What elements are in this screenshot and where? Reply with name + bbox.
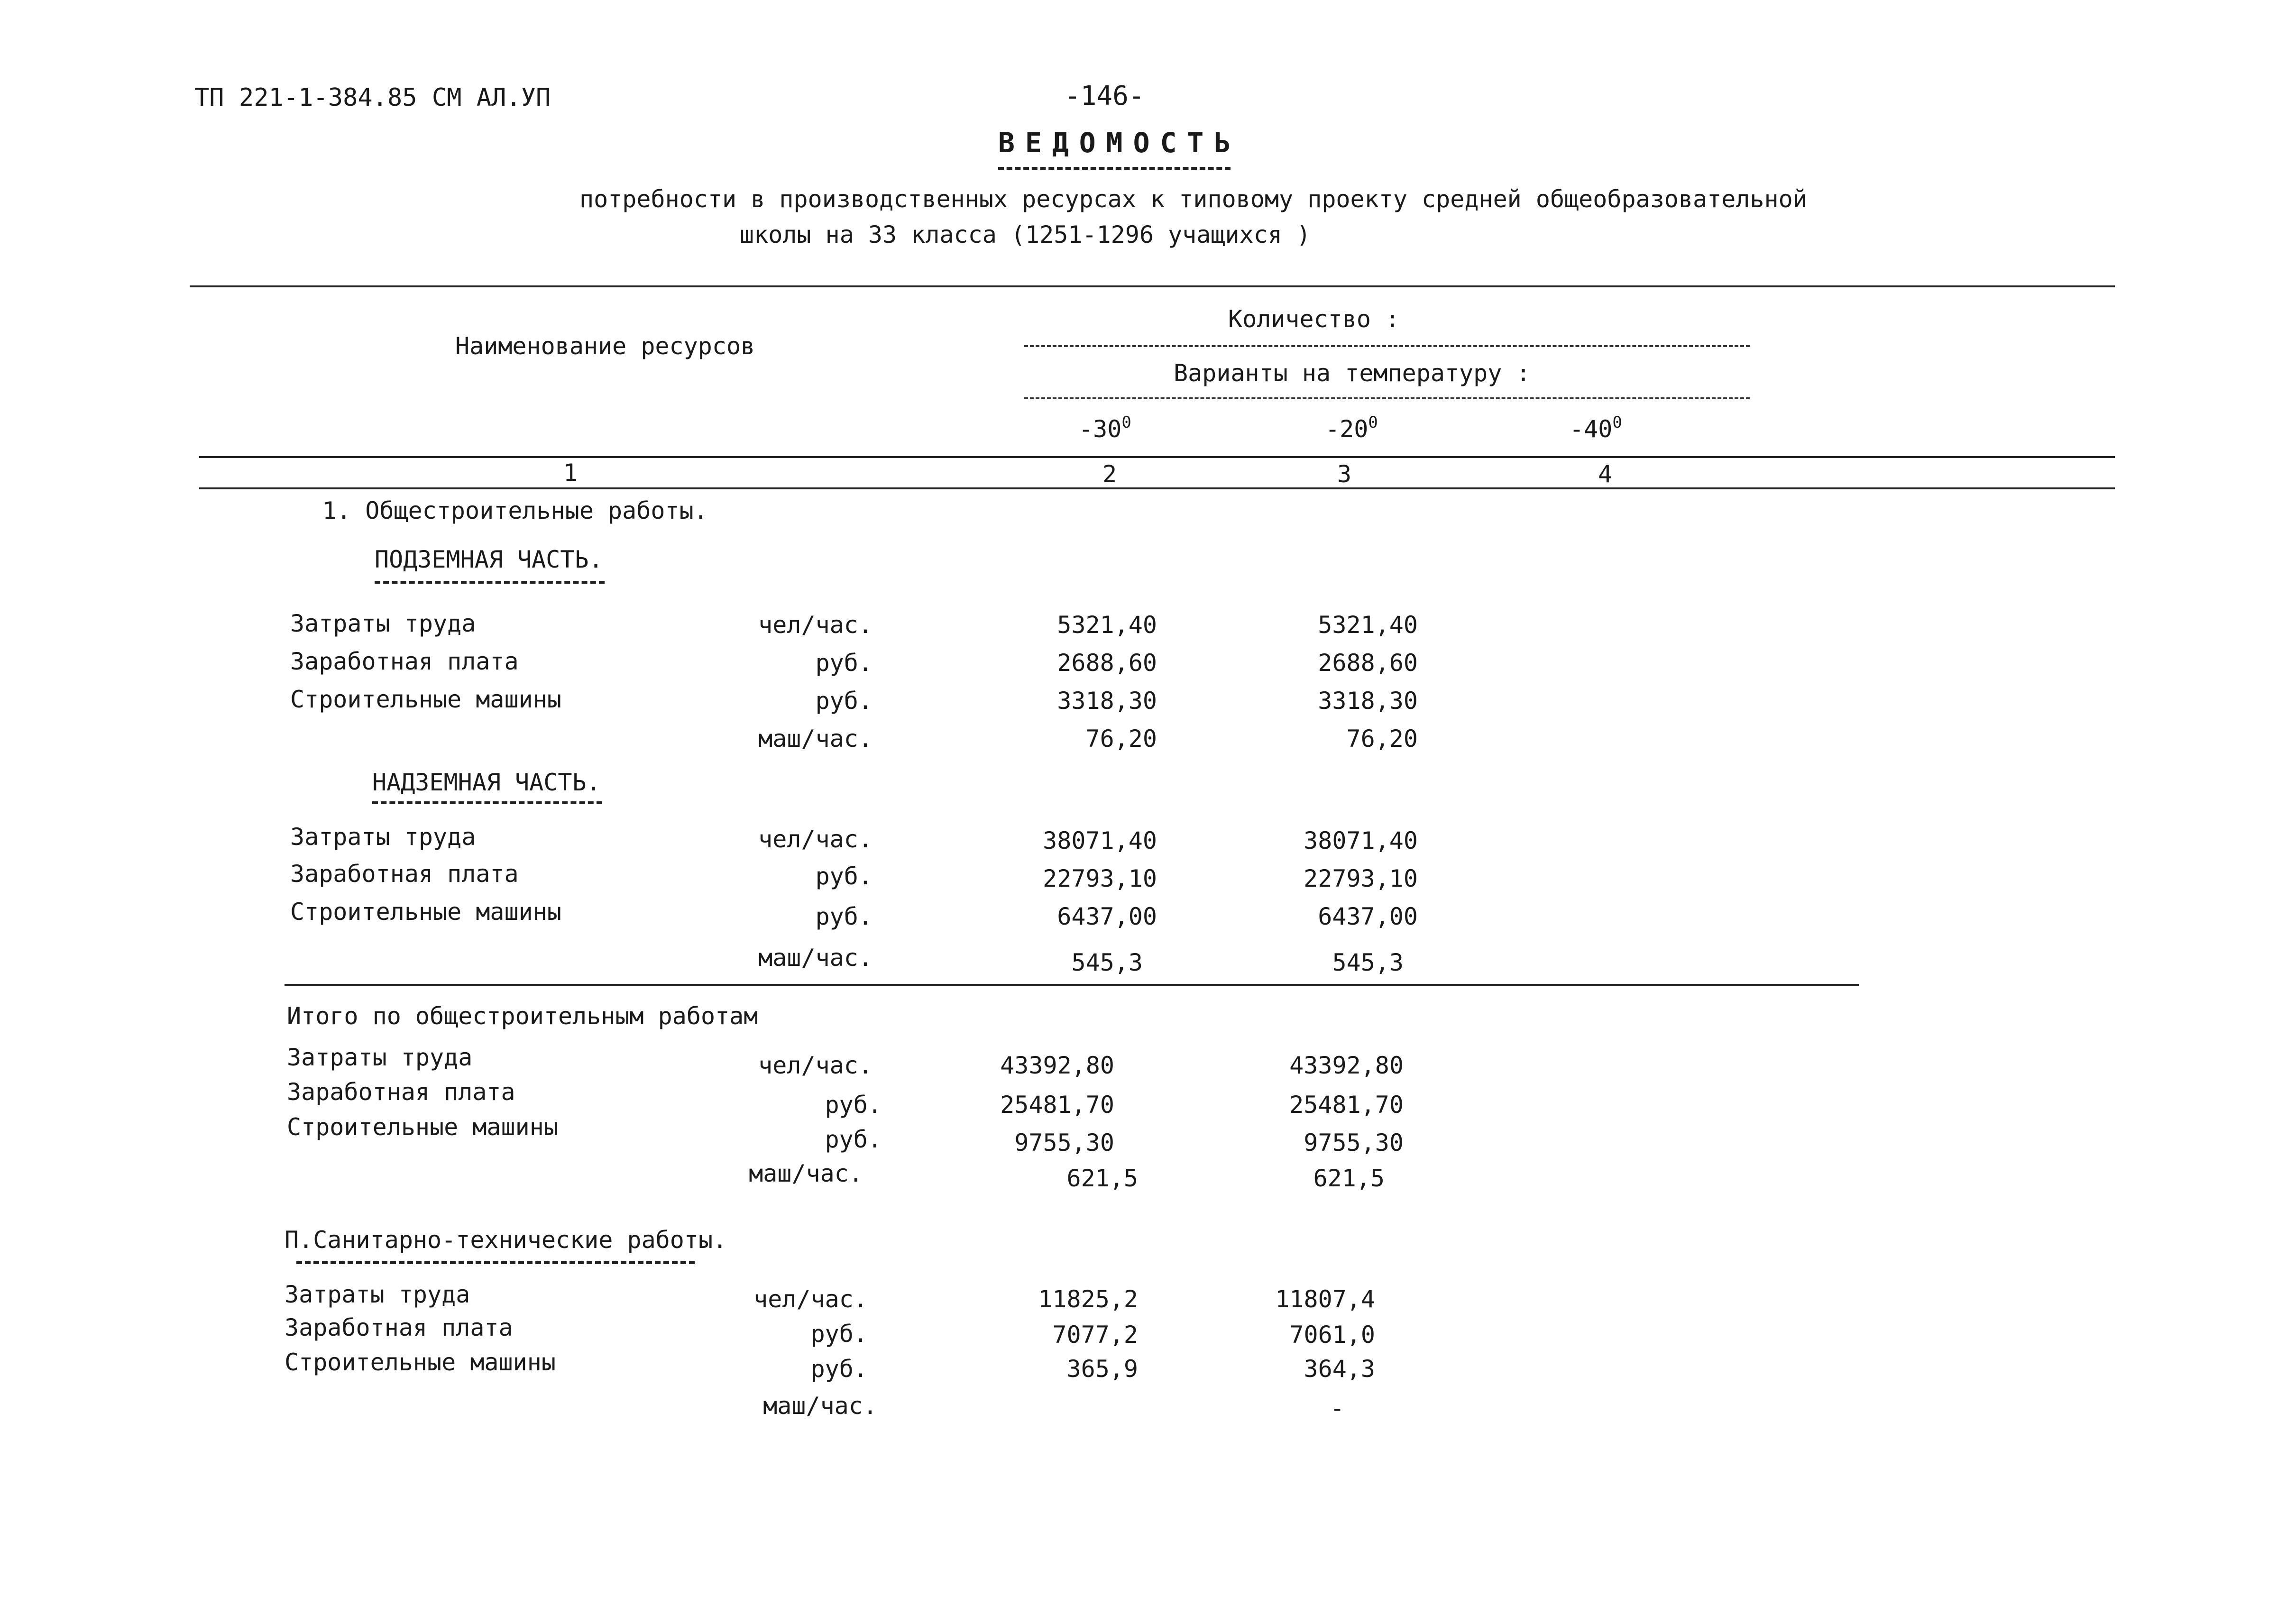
resource-name: Затраты труда <box>290 610 476 637</box>
temp-header-minus20: $-20^0$ <box>1325 413 1378 443</box>
value-minus20: 38071,40 <box>1304 827 1418 854</box>
value-minus20: 6437,00 <box>1318 903 1418 930</box>
title-underline <box>998 167 1231 170</box>
value-minus20: 7061,0 <box>1289 1321 1375 1349</box>
col-number-2: 2 <box>1102 460 1117 488</box>
value-minus20: 22793,10 <box>1304 865 1418 892</box>
value-minus20: 621,5 <box>1313 1165 1385 1192</box>
section-2-title: П.Санитарно-технические работы. <box>285 1226 727 1254</box>
document-title: ВЕДОМОСТЬ <box>998 127 1241 159</box>
value-minus30: 7077,2 <box>1052 1321 1138 1349</box>
value-minus30: 76,20 <box>1085 725 1157 752</box>
resource-unit: чел/час. <box>753 1285 868 1313</box>
underground-heading: ПОДЗЕМНАЯ ЧАСТЬ. <box>375 546 603 573</box>
value-minus20: - <box>1330 1395 1345 1422</box>
value-minus20: 364,3 <box>1304 1355 1375 1383</box>
value-minus30: 365,9 <box>1066 1355 1138 1383</box>
value-minus20: 3318,30 <box>1318 687 1418 715</box>
resource-name: Строительные машины <box>290 686 561 713</box>
resource-unit: руб. <box>810 1320 868 1348</box>
resource-unit: маш/час. <box>763 1392 877 1420</box>
col-number-3: 3 <box>1337 460 1352 488</box>
resource-name: Строительные машины <box>290 898 561 926</box>
resource-unit: чел/час. <box>758 826 872 853</box>
quantity-divider <box>1024 345 1750 347</box>
value-minus30: 22793,10 <box>1043 865 1157 892</box>
column-header-resources: Наименование ресурсов <box>455 332 755 360</box>
col-number-4: 4 <box>1598 460 1613 488</box>
resource-unit: руб. <box>815 649 872 677</box>
value-minus30: 25481,70 <box>1000 1091 1114 1119</box>
value-minus30: 5321,40 <box>1057 611 1157 639</box>
value-minus20: 76,20 <box>1346 725 1418 752</box>
subtitle-line-1: потребности в производственных ресурсах к типовому проекту средней общеобразовательной <box>579 185 1807 213</box>
variants-divider <box>1024 397 1750 399</box>
table-top-rule <box>190 285 2115 287</box>
value-minus30: 38071,40 <box>1043 827 1157 854</box>
value-minus30: 621,5 <box>1066 1165 1138 1192</box>
value-minus20: 9755,30 <box>1304 1129 1404 1156</box>
value-minus30: 3318,30 <box>1057 687 1157 715</box>
resource-unit: руб. <box>815 687 872 715</box>
resource-unit: чел/час. <box>758 1052 872 1079</box>
resource-unit: руб. <box>815 903 872 930</box>
resource-name: Затраты труда <box>290 823 476 851</box>
value-minus30: 11825,2 <box>1038 1285 1138 1313</box>
resource-unit: маш/час. <box>758 725 872 752</box>
resource-name: Строительные машины <box>287 1113 558 1141</box>
value-minus30: 9755,30 <box>1014 1129 1114 1156</box>
value-minus30: 6437,00 <box>1057 903 1157 930</box>
document-code: ТП 221-1-384.85 СМ АЛ.УП <box>194 83 551 112</box>
resource-name: Заработная плата <box>290 860 519 888</box>
resource-unit: руб. <box>825 1126 882 1153</box>
header-bottom-rule <box>199 456 2115 458</box>
resource-unit: маш/час. <box>758 944 872 972</box>
column-numbers-rule <box>199 487 2115 489</box>
value-minus20: 11807,4 <box>1275 1285 1375 1313</box>
temp-header-minus30: $-30^0$ <box>1079 413 1131 443</box>
subtotal-rule <box>285 984 1859 986</box>
resource-unit: руб. <box>810 1355 868 1383</box>
total-heading: Итого по общестроительным работам <box>287 1002 758 1030</box>
resource-unit: руб. <box>825 1091 882 1119</box>
resource-name: Заработная плата <box>285 1314 513 1341</box>
section-2-title-underline <box>296 1261 695 1264</box>
column-header-quantity: Количество : <box>1228 305 1400 333</box>
resource-name: Затраты труда <box>285 1281 470 1308</box>
col-number-1: 1 <box>563 459 578 486</box>
underground-heading-underline <box>375 581 605 584</box>
resource-unit: руб. <box>815 862 872 890</box>
subtitle-line-2: школы на 33 класса (1251-1296 учащихся ) <box>740 221 1311 248</box>
value-minus20: 43392,80 <box>1289 1052 1404 1079</box>
value-minus30: 2688,60 <box>1057 649 1157 677</box>
value-minus30: 545,3 <box>1071 949 1143 976</box>
section-1-title: 1. Общестроительные работы. <box>322 497 708 524</box>
aboveground-heading: НАДЗЕМНАЯ ЧАСТЬ. <box>372 769 601 796</box>
aboveground-heading-underline <box>372 801 602 804</box>
value-minus30: 43392,80 <box>1000 1052 1114 1079</box>
resource-name: Заработная плата <box>287 1078 515 1106</box>
value-minus20: 25481,70 <box>1289 1091 1404 1119</box>
value-minus20: 545,3 <box>1332 949 1404 976</box>
value-minus20: 5321,40 <box>1318 611 1418 639</box>
resource-name: Строительные машины <box>285 1349 556 1376</box>
resource-unit: чел/час. <box>758 611 872 639</box>
resource-unit: маш/час. <box>749 1160 863 1187</box>
resource-name: Затраты труда <box>287 1044 473 1071</box>
temp-header-minus40: $-40^0$ <box>1570 413 1622 443</box>
value-minus20: 2688,60 <box>1318 649 1418 677</box>
column-header-variants: Варианты на температуру : <box>1174 359 1531 387</box>
resource-name: Заработная плата <box>290 648 519 675</box>
page-number: -146- <box>1065 81 1145 111</box>
